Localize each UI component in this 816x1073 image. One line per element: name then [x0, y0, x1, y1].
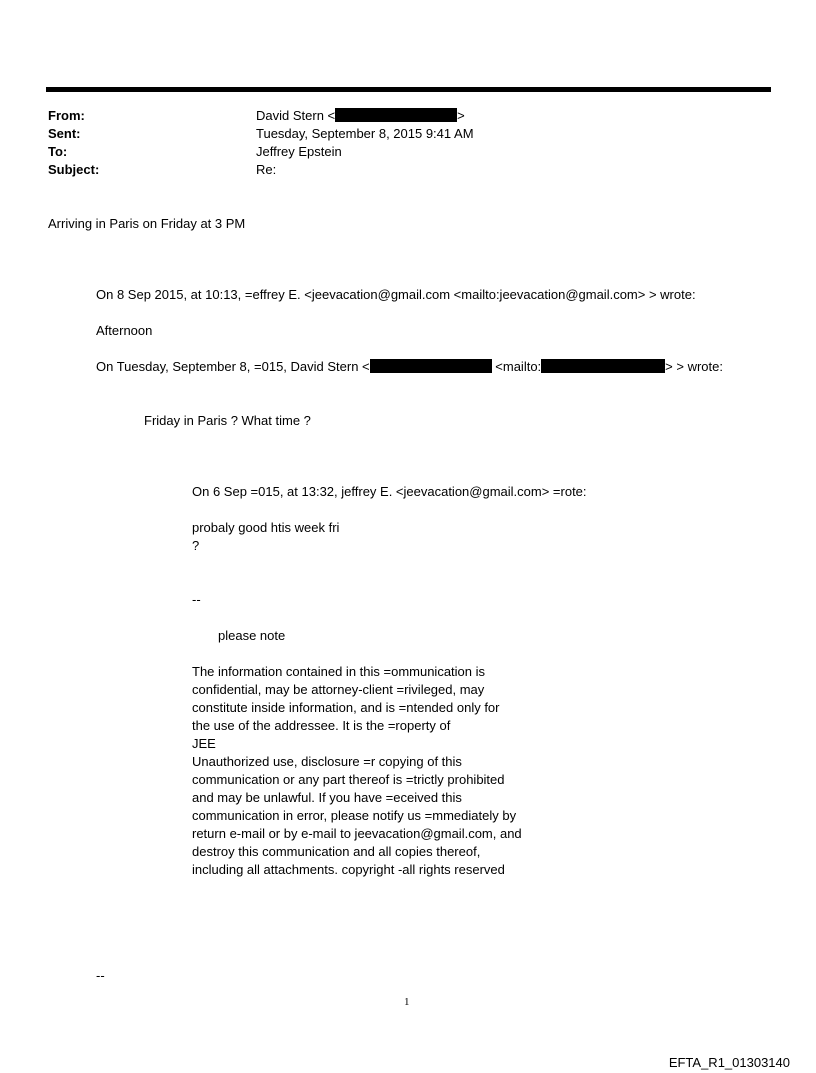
message-body: Arriving in Paris on Friday at 3 PM — [48, 216, 246, 231]
document-id: EFTA_R1_01303140 — [668, 1055, 790, 1070]
sent-value: Tuesday, September 8, 2015 9:41 AM — [256, 126, 474, 141]
quote2-header-a: On Tuesday, September 8, =015, David Stern < — [96, 359, 370, 374]
from-value — [256, 107, 465, 125]
page-number: 1 — [404, 996, 410, 1008]
quote3-header: On 6 Sep =015, at 13:32, jeffrey E. <jeevacation@gmail.com> =rote: — [192, 484, 587, 499]
subject-value: Re: — [256, 162, 277, 177]
to-value: Jeffrey Epstein — [256, 144, 342, 159]
please-note: please note — [218, 628, 286, 643]
quote1-header: On 8 Sep 2015, at 10:13, =effrey E. <jeevacation@gmail.com <mailto:jeevacation@gmail.com> > wrote: — [96, 287, 696, 302]
quote1-body: Afternoon — [96, 323, 153, 338]
quote2-header-b: <mailto: — [495, 359, 542, 374]
disclaimer: The information contained in this =ommunication is confidential, may be attorney-client =rivileged, may constitute inside information, and is =ntended only for the use of the addressee. It is the =roperty of JEE Unauthorized use, disclosure =r copying of this communication or any part thereof is =trictly prohibited and may be unlawful. If you have =eceived this communication in error, please notify us =mmediately by return e-mail or by e-mail to jeevacation@gmail.com, and destroy this communication and all copies thereof, including all attachments. copyright -all rights reserved — [192, 664, 522, 877]
quote2-header — [96, 358, 723, 376]
sent-label: Sent: — [48, 126, 81, 141]
from-close: > — [457, 108, 465, 123]
quote2-body: Friday in Paris ? What time ? — [144, 413, 311, 428]
header-rule — [46, 87, 771, 92]
signature-separator: -- — [192, 592, 201, 607]
from-name: David Stern < — [256, 108, 336, 123]
from-label: From: — [48, 108, 85, 123]
subject-label: Subject: — [48, 162, 100, 177]
quote2-header-c: > > wrote: — [665, 359, 723, 374]
to-label: To: — [48, 144, 68, 159]
quote3-line2: ? — [192, 538, 200, 553]
quote3-line1: probaly good htis week fri — [192, 520, 340, 535]
bottom-separator: -- — [96, 968, 105, 983]
redaction-box — [335, 108, 457, 122]
redaction-box — [370, 359, 492, 373]
redaction-box — [541, 359, 665, 373]
